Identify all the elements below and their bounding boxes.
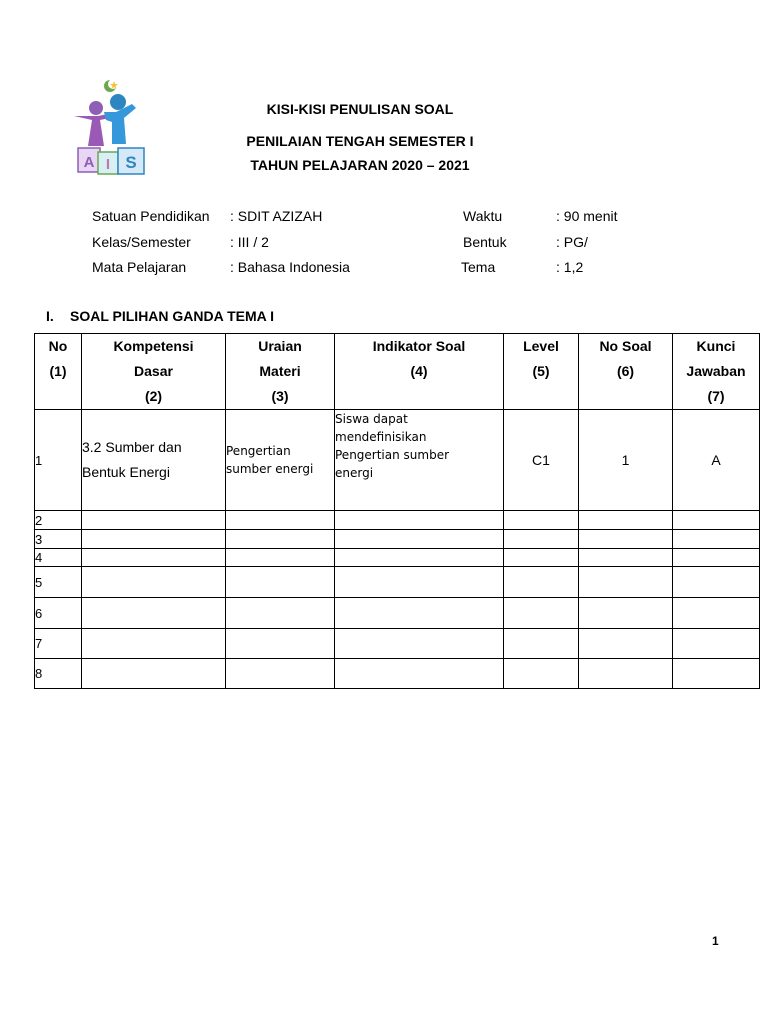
kelas-value: : III / 2 [230,234,269,250]
row-number: 6 [35,598,82,629]
kisi-table [34,333,760,689]
header-level: Level (5) [504,334,579,410]
tema-value: : 1,2 [556,259,584,275]
doc-title: KISI-KISI PENULISAN SOAL [266,101,454,117]
row-number: 8 [35,659,82,689]
header-no: No (1) [35,334,82,410]
section-number: I. [46,308,54,324]
section-title: SOAL PILIHAN GANDA TEMA I [70,308,275,324]
row-number: 5 [35,567,82,598]
mapel-label: Mata Pelajaran [92,259,187,275]
logo-letter-s: S [125,153,137,172]
row-number: 2 [35,511,82,530]
indikator-cell: Siswa dapat mendefinisikan Pengertian sumber energi [335,410,504,511]
table-header-row [35,334,760,410]
bentuk-value: : PG/ [556,234,588,250]
logo-letter-i: I [105,156,111,173]
doc-subtitle: PENILAIAN TENGAH SEMESTER I [246,133,474,149]
kelas-label: Kelas/Semester [92,234,191,250]
page-number: 1 [712,934,719,948]
waktu-value: : 90 menit [556,208,618,224]
kunci-cell: A [673,410,760,511]
header-uraian: Uraian Materi (3) [226,334,335,410]
no-soal-cell: 1 [579,410,673,511]
doc-year: TAHUN PELAJARAN 2020 – 2021 [250,157,470,173]
header-kompetensi: Kompetensi Dasar (2) [82,334,226,410]
header-no-soal: No Soal (6) [579,334,673,410]
row-number: 7 [35,629,82,659]
table-row [35,410,760,511]
kompetensi-cell: 3.2 Sumber dan Bentuk Energi [82,410,226,511]
satuan-label: Satuan Pendidikan [92,208,210,224]
waktu-label: Waktu [463,208,503,224]
table-row [35,598,760,629]
row-number: 4 [35,549,82,567]
level-cell: C1 [504,410,579,511]
table-row [35,511,760,530]
table-row [35,567,760,598]
header-kunci: Kunci Jawaban (7) [673,334,760,410]
row-number: 3 [35,530,82,549]
header-indikator: Indikator Soal (4) [335,334,504,410]
satuan-value: : SDIT AZIZAH [230,208,323,224]
bentuk-label: Bentuk [463,234,507,250]
table-row [35,659,760,689]
logo-letter-a: A [83,154,95,171]
uraian-cell: Pengertian sumber energi [226,410,335,511]
tema-label: Tema [461,259,496,275]
school-logo [70,78,152,180]
table-row [35,549,760,567]
row-number: 1 [35,410,82,511]
mapel-value: : Bahasa Indonesia [230,259,350,275]
table-row [35,530,760,549]
section-heading [46,308,274,324]
table-row [35,629,760,659]
